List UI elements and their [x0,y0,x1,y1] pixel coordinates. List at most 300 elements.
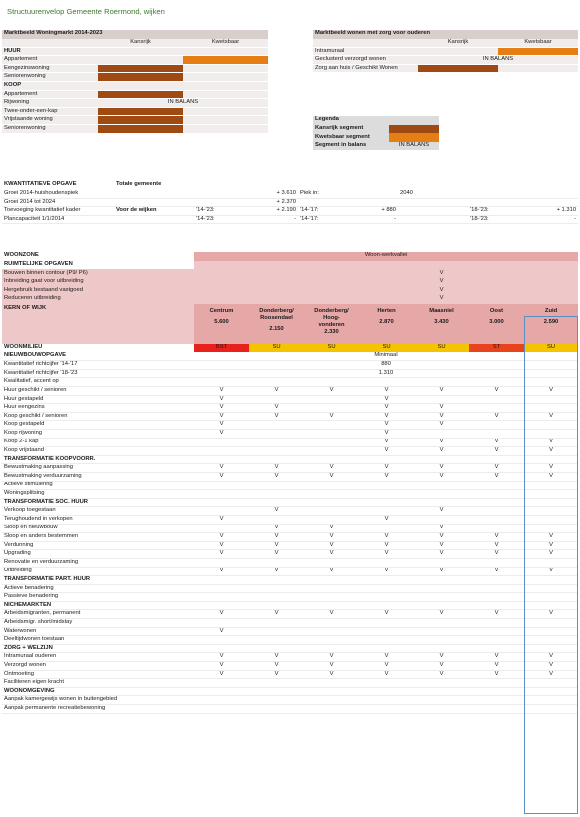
matrix-cell [304,687,359,696]
matrix-cell [304,507,359,516]
ruimtelijk-cell [249,278,304,287]
segment-status: IN BALANS [98,99,268,108]
matrix-cell: V [194,662,249,671]
matrix-cell [194,498,249,507]
ruimtelijk-cell [524,278,578,287]
matrix-cell: V [414,533,469,542]
matrix-row [2,515,578,524]
matrix-cell [469,507,524,516]
matrix-row [2,395,578,404]
matrix-cell [194,507,249,516]
matrix-cell [304,498,359,507]
matrix-cell [359,584,414,593]
matrix-cell: V [524,438,578,447]
matrix-cell: V [469,567,524,576]
ruimtelijk-cell [469,295,524,304]
wijk-households: 2.590 [543,318,559,325]
kwetsbaar-cell [498,64,578,73]
kwetsbaar-cell [183,64,268,73]
woonmilieu-cell: ST [469,344,524,353]
matrix-cell: V [469,550,524,559]
ruimtelijk-cell [359,295,414,304]
matrix-cell [469,636,524,645]
kwantitatief-cell-d: + 2.370 [256,198,298,207]
measure-label: Intramuraal ouderen [2,653,194,662]
nieuwbouw-title: NIEUWBOUWOPGAVE [2,352,194,361]
kansrijk-cell [98,64,183,73]
section-label: NICHEMARKTEN [2,601,194,610]
wijk-households: 2.870 [379,318,394,325]
matrix-cell [249,490,304,499]
matrix-row [2,472,578,481]
matrix-cell: V [249,550,304,559]
wijk-name-line2: Roosendael [260,314,293,321]
matrix-cell [194,696,249,705]
matrix-cell: V [304,533,359,542]
matrix-cell [414,558,469,567]
kwetsbaar-cell [183,47,268,56]
matrix-cell: V [249,507,304,516]
matrix-cell: V [469,662,524,671]
matrix-cell [359,696,414,705]
legend-swatch [389,133,439,142]
zuid-highlight-frame [524,316,578,814]
matrix-cell [304,584,359,593]
kwantitatief-cell-f [358,198,398,207]
matrix-cell [359,507,414,516]
ruimtelijk-cell: V [414,278,469,287]
segment-label: Rijwoning [2,99,98,108]
matrix-cell [414,584,469,593]
matrix-row [2,584,578,593]
kwantitatief-cell-b [114,190,194,199]
kansrijk-cell [418,47,498,56]
woonmilieu-cell: SU [249,344,304,353]
matrix-cell [304,576,359,585]
matrix-cell: V [359,550,414,559]
matrix-cell [249,584,304,593]
kern-header-row [2,304,578,344]
matrix-row [2,705,578,714]
matrix-row [2,533,578,542]
matrix-cell [194,481,249,490]
wijk-households: 2.330 [324,329,339,336]
matrix-cell [194,593,249,602]
matrix-row [2,464,578,473]
measure-label: Arbeidsmigranten, permanent [2,610,194,619]
matrix-cell: V [359,421,414,430]
matrix-cell [249,447,304,456]
measure-label: Koop 2-1 kap [2,438,194,447]
kansrijk-cell [98,82,183,91]
matrix-row [2,430,578,439]
matrix-cell: V [304,541,359,550]
kansrijk-cell [98,90,183,99]
matrix-cell [469,378,524,387]
segment-label: Appartement [2,56,98,65]
wijk-name: Donderberg/ [259,307,294,314]
kwantitatief-cell-b [114,198,194,207]
woningmarkt-colheads [2,39,268,48]
matrix-section-row [2,498,578,507]
matrix-cell: V [194,472,249,481]
matrix-cell: V [414,447,469,456]
matrix-cell [249,498,304,507]
matrix-row [2,378,578,387]
kwantitatief-cell-d: - [256,215,298,224]
col-kwetsbaar: Kwetsbaar [183,39,268,48]
kwantitatief-cell-g: 2040 [398,190,468,199]
ruimtelijk-label: Inbreiding gaat voor uitbreiding [2,278,194,287]
matrix-cell [194,687,249,696]
woonmilieu-cell: BST [194,344,249,353]
matrix-cell [304,679,359,688]
matrix-cell [194,455,249,464]
matrix-cell: V [359,610,414,619]
matrix-cell [194,601,249,610]
matrix-cell [359,644,414,653]
matrix-cell: V [524,610,578,619]
matrix-cell [304,490,359,499]
matrix-cell [359,601,414,610]
matrix-cell: V [194,550,249,559]
matrix-cell [249,378,304,387]
matrix-row [2,636,578,645]
matrix-cell [414,627,469,636]
zorg-row [313,64,578,73]
matrix-cell: V [359,533,414,542]
matrix-cell [249,601,304,610]
matrix-row [2,567,578,576]
kwetsbaar-cell [183,107,268,116]
wijk-name: Zuid [544,307,558,314]
matrix-cell: V [359,430,414,439]
matrix-cell [469,498,524,507]
wijk-header [249,304,304,344]
ruimtelijk-cell [194,269,249,278]
matrix-cell [249,619,304,628]
measure-label: Aanpak kamergewijs wonen in buitengebied [2,696,194,705]
kwantitatief-row [2,198,578,207]
wijk-name: Oost [489,307,504,314]
matrix-cell [469,490,524,499]
matrix-cell: V [359,472,414,481]
matrix-cell [304,558,359,567]
kwetsbaar-cell [183,125,268,134]
legend-label: Kwetsbaar segment [313,133,389,142]
woningmarkt-row [2,99,268,108]
matrix-cell: V [304,524,359,533]
measure-label: Koop vrijstaand [2,447,194,456]
matrix-cell [194,558,249,567]
woonmilieu-cell: SU [359,344,414,353]
matrix-cell: V [469,472,524,481]
wijk-households: 3.430 [434,318,449,325]
matrix-cell [359,455,414,464]
matrix-cell: V [359,662,414,671]
matrix-cell [249,395,304,404]
matrix-cell: V [249,662,304,671]
matrix-cell [469,421,524,430]
measure-label: Kwalitatief, accent op [2,378,194,387]
matrix-cell [304,438,359,447]
matrix-cell: V [304,387,359,396]
ruimtelijk-label: Bouwen binnen contour (P9/ P6) [2,269,194,278]
matrix-cell [469,679,524,688]
matrix-cell [249,421,304,430]
measure-label: Actieve stimulering [2,481,194,490]
matrix-section-row [2,576,578,585]
matrix-cell [249,627,304,636]
matrix-cell [249,679,304,688]
matrix-cell [194,490,249,499]
woningmarkt-row [2,47,268,56]
matrix-cell [469,481,524,490]
matrix-cell [194,584,249,593]
kwantitatief-cell-h [468,198,538,207]
matrix-row [2,481,578,490]
matrix-cell [469,696,524,705]
legend-table [313,116,439,150]
measure-label: Verdunning [2,541,194,550]
matrix-cell [304,593,359,602]
kwantitatief-cell-f [358,190,398,199]
wijk-header [414,304,469,344]
section-label: ZORG + WELZIJN [2,644,194,653]
matrix-cell [469,524,524,533]
matrix-cell: V [524,533,578,542]
matrix-cell: V [304,610,359,619]
matrix-cell: V [359,438,414,447]
legend-item [313,142,439,151]
kwantitatief-cell-d: + 2.190 [256,207,298,216]
kwetsbaar-cell [183,56,268,65]
matrix-cell [249,558,304,567]
matrix-cell [249,576,304,585]
matrix-cell [414,705,469,714]
segment-status: IN BALANS [418,56,578,65]
woningmarkt-title-row [2,30,268,39]
kwantitatief-cell-a: Groei 2014 tot 2024 [2,198,114,207]
matrix-cell [359,619,414,628]
measure-label: Sloop en nieuwbouw [2,524,194,533]
matrix-cell: V [249,464,304,473]
col-kwetsbaar: Kwetsbaar [498,39,578,48]
kwantitatief-cell-f: + 880 [358,207,398,216]
legend-swatch [389,125,439,134]
matrix-cell [414,696,469,705]
kwantitatief-table [2,181,578,224]
matrix-cell: V [249,541,304,550]
ruimtelijk-cell [304,278,359,287]
kwantitatief-cell-e: '14-'17: [298,207,358,216]
matrix-row [2,627,578,636]
matrix-cell [194,705,249,714]
kwantitatief-row [2,190,578,199]
woonmilieu-label: WOONMILIEU [4,343,43,350]
matrix-cell: V [414,464,469,473]
matrix-cell [304,447,359,456]
matrix-cell: V [359,567,414,576]
matrix-cell: V [194,610,249,619]
measure-label: Koop geschikt / senioren [2,412,194,421]
woningmarkt-row [2,56,268,65]
nieuwbouw-minimaal: Minimaal [194,352,578,361]
matrix-cell: V [359,395,414,404]
matrix-cell: V [359,464,414,473]
kwantitatief-cell-d: + 3.610 [256,190,298,199]
matrix-cell: V [304,567,359,576]
matrix-cell [469,515,524,524]
matrix-cell: V [194,670,249,679]
matrix-cell [469,395,524,404]
matrix-cell [469,558,524,567]
matrix-cell: V [194,567,249,576]
kwantitatief-cell-b [114,215,194,224]
matrix-cell [194,576,249,585]
matrix-cell: V [524,567,578,576]
ruimtelijk-cell [249,286,304,295]
kwantitatief-cell-c [194,198,256,207]
ruimtelijk-cell [304,286,359,295]
matrix-cell: V [414,670,469,679]
matrix-cell: V [194,430,249,439]
measure-label: Waterwonen [2,627,194,636]
wijk-households: 2.150 [269,326,284,333]
matrix-cell: V [194,395,249,404]
matrix-cell [414,636,469,645]
section-label: TRANSFORMATIE PART. HUUR [2,576,194,585]
kwetsbaar-cell [498,47,578,56]
matrix-cell: V [469,670,524,679]
measure-label: Renovatie en verduurzaming [2,558,194,567]
wijk-name: Herten [377,307,396,314]
measure-label: Actieve benadering [2,584,194,593]
woningmarkt-row [2,90,268,99]
matrix-cell [359,498,414,507]
woningmarkt-table [2,30,268,134]
matrix-cell: V [304,550,359,559]
wijk-name: Maasniel [429,307,454,314]
zorg-colheads [313,39,578,48]
matrix-row [2,541,578,550]
kwantitatief-cell-a: Groei 2014-huishoudenspiek [2,190,114,199]
kwetsbaar-cell [183,90,268,99]
section-label: WOONOMGEVING [2,687,194,696]
matrix-cell [304,430,359,439]
matrix-cell: V [524,447,578,456]
matrix-cell [304,421,359,430]
matrix-row [2,619,578,628]
legend-item [313,125,439,134]
matrix-cell [414,593,469,602]
kwantitatief-cell-c: '14-'23: [194,207,256,216]
matrix-cell: V [194,653,249,662]
matrix-cell [304,378,359,387]
wijk-header [359,304,414,344]
matrix-cell [359,705,414,714]
matrix-cell: V [359,515,414,524]
matrix-cell [359,378,414,387]
matrix-cell: V [194,464,249,473]
ruimtelijk-row [2,278,578,287]
matrix-cell [359,481,414,490]
kwetsbaar-cell [183,82,268,91]
woningmarkt-row [2,73,268,82]
matrix-cell: V [414,404,469,413]
matrix-cell [359,558,414,567]
nieuwbouw-title-row [2,352,578,361]
matrix-row [2,447,578,456]
kwetsbaar-cell [183,73,268,82]
matrix-cell: V [249,472,304,481]
kansrijk-cell [98,47,183,56]
matrix-cell [249,481,304,490]
matrix-cell [469,644,524,653]
matrix-cell [469,593,524,602]
measure-label: Sloop en anders bestemmen [2,533,194,542]
ruimtelijk-cell [469,278,524,287]
measure-label: Aanpak permanente recreatiebewoning [2,705,194,714]
kwantitatief-title: KWANTITATIEVE OPGAVE [4,181,77,188]
matrix-cell [304,636,359,645]
matrix-cell: V [414,567,469,576]
matrix-cell: V [414,412,469,421]
measure-label: Huur geschikt / senioren [2,387,194,396]
matrix-cell [304,619,359,628]
matrix-cell: V [414,507,469,516]
matrix-cell [304,644,359,653]
woonzone-row [2,252,578,261]
segment-label: Vrijstaande woning [2,116,98,125]
matrix-cell [414,481,469,490]
kwantitatief-cell-b: Voor de wijken [114,207,194,216]
ruimtelijk-label: Hergebruik bestaand vastgoed [2,286,194,295]
kwantitatief-title-row [2,181,578,190]
matrix-cell [304,705,359,714]
measure-label: Faciliteren eigen kracht [2,679,194,688]
matrix-cell: V [249,670,304,679]
matrix-cell [304,627,359,636]
matrix-cell [469,601,524,610]
segment-label: HUUR [2,47,98,56]
matrix-cell: V [524,670,578,679]
richtcijfer-label: Kwantitatief richtcijfer '14-'17 [2,361,194,370]
richtcijfer-value: 880 [194,361,578,370]
segment-label: Geclusterd verzorgd wonen [313,56,418,65]
matrix-row [2,387,578,396]
matrix-cell: V [524,387,578,396]
matrix-cell [249,515,304,524]
measure-label: Upgrading [2,550,194,559]
matrix-cell [249,455,304,464]
segment-label: Twee-onder-een-kap [2,107,98,116]
wijk-households: 3.000 [489,318,504,325]
matrix-cell: V [249,387,304,396]
measure-label: Passieve benadering [2,593,194,602]
segment-label: Intramuraal [313,47,418,56]
kwantitatief-cell-i [538,198,578,207]
matrix-cell: V [249,404,304,413]
zorg-row [313,56,578,65]
kwantitatief-cell-i: - [538,215,578,224]
measure-label: Koop rijwoning [2,430,194,439]
measure-label: Huur eengezins [2,404,194,413]
kwantitatief-cell-h: '18-'23: [468,207,538,216]
woonmilieu-cell: SU [414,344,469,353]
ruimtelijk-cell: V [414,269,469,278]
kansrijk-cell [98,56,183,65]
